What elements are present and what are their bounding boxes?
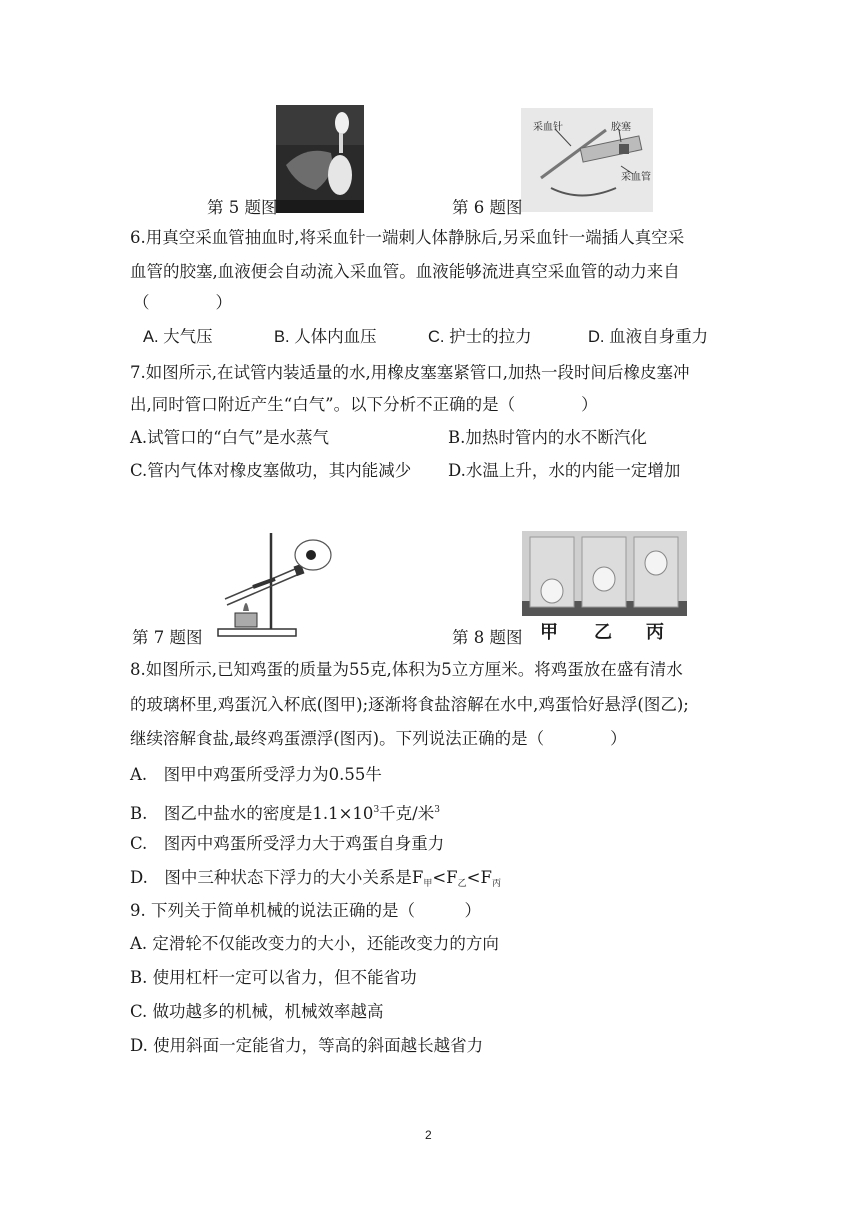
q9-option-a: A. 定滑轮不仅能改变力的大小，还能改变力的方向: [130, 934, 499, 953]
q6-line-2: 血管的胶塞,血液便会自动流入采血管。血液能够流进真空采血管的动力来自: [130, 262, 680, 281]
q8-option-d-sub-jia: 甲: [423, 879, 433, 889]
figure-8-label-bing: 丙: [646, 622, 664, 643]
q7-line-2: 出,同时管口附近产生“白气”。以下分析不正确的是（ ）: [130, 395, 598, 414]
q8-option-d-sub-bing: 丙: [491, 879, 501, 889]
q8-option-b: [130, 799, 440, 825]
figure-5-caption: 第 5 题图: [207, 198, 278, 217]
q8-option-d-text: D. 图中三种状态下浮力的大小关系是F: [130, 868, 424, 887]
q7-option-d: D.水温上升，水的内能一定增加: [448, 461, 681, 480]
q9-option-b: B. 使用杠杆一定可以省力，但不能省功: [130, 968, 417, 987]
q6-line-1: 6.用真空采血管抽血时,将采血针一端刺人体静脉后,另采血针一端插人真空采: [130, 228, 685, 247]
figure-8-label-yi: 乙: [594, 622, 612, 643]
q8-line-3: 继续溶解食盐,最终鸡蛋漂浮(图丙)。下列说法正确的是（ ）: [130, 729, 627, 748]
q9-option-c: C. 做功越多的机械，机械效率越高: [130, 1002, 384, 1021]
q8-option-b-exponent: 3: [373, 805, 380, 815]
q8-option-b-unit-exponent: 3: [434, 805, 440, 815]
page-number: 2: [425, 1128, 432, 1142]
figure-5-image: [276, 105, 364, 213]
q9-option-d: D. 使用斜面一定能省力，等高的斜面越长越省力: [130, 1036, 484, 1055]
q7-option-c: C.管内气体对橡皮塞做功，其内能减少: [130, 461, 412, 480]
q7-option-b: B.加热时管内的水不断汽化: [448, 428, 647, 447]
q7-line-1: 7.如图所示,在试管内装适量的水,用橡皮塞塞紧管口,加热一段时间后橡皮塞冲: [130, 363, 690, 382]
q6-option-a: A. 大气压: [143, 328, 213, 346]
q9-stem: 9. 下列关于简单机械的说法正确的是（ ）: [130, 901, 481, 920]
q8-line-2: 的玻璃杯里,鸡蛋沉入杯底(图甲);逐渐将食盐溶解在水中,鸡蛋恰好悬浮(图乙);: [130, 695, 689, 714]
q6-option-c: C. 护士的拉力: [428, 328, 532, 346]
q8-option-c: C. 图丙中鸡蛋所受浮力大于鸡蛋自身重力: [130, 834, 445, 853]
figure-8-label-jia: 甲: [540, 622, 558, 643]
figure-6-label-needle: 采血针: [533, 122, 563, 133]
figure-6-image: [521, 108, 653, 212]
figure-6-label-stopper: 胶塞: [611, 122, 631, 133]
figure-6-caption: 第 6 题图: [452, 198, 523, 217]
figure-8-caption: 第 8 题图: [452, 628, 523, 647]
q8-option-d-lt-2: <F: [466, 868, 492, 887]
q8-option-a: A. 图甲中鸡蛋所受浮力为0.55牛: [130, 765, 382, 784]
q6-option-b: B. 人体内血压: [274, 328, 377, 346]
q8-option-d: [130, 867, 501, 895]
q6-answer-blank: （ ）: [133, 293, 232, 312]
figure-7-caption: 第 7 题图: [132, 628, 203, 647]
q8-option-b-unit: 千克/米: [379, 804, 435, 823]
q8-option-d-sub-yi: 乙: [457, 879, 467, 889]
q8-line-1: 8.如图所示,已知鸡蛋的质量为55克,体积为5立方厘米。将鸡蛋放在盛有清水: [130, 660, 683, 679]
q7-option-a: A.试管口的“白气”是水蒸气: [130, 428, 330, 447]
figure-7-image: [213, 525, 341, 640]
q6-option-d: D. 血液自身重力: [588, 328, 709, 346]
figure-6-label-tube: 采血管: [621, 172, 651, 183]
q8-option-b-text: B. 图乙中盐水的密度是1.1×10: [130, 804, 374, 823]
figure-8-image: [522, 531, 687, 616]
q8-option-d-lt-1: <F: [432, 868, 458, 887]
